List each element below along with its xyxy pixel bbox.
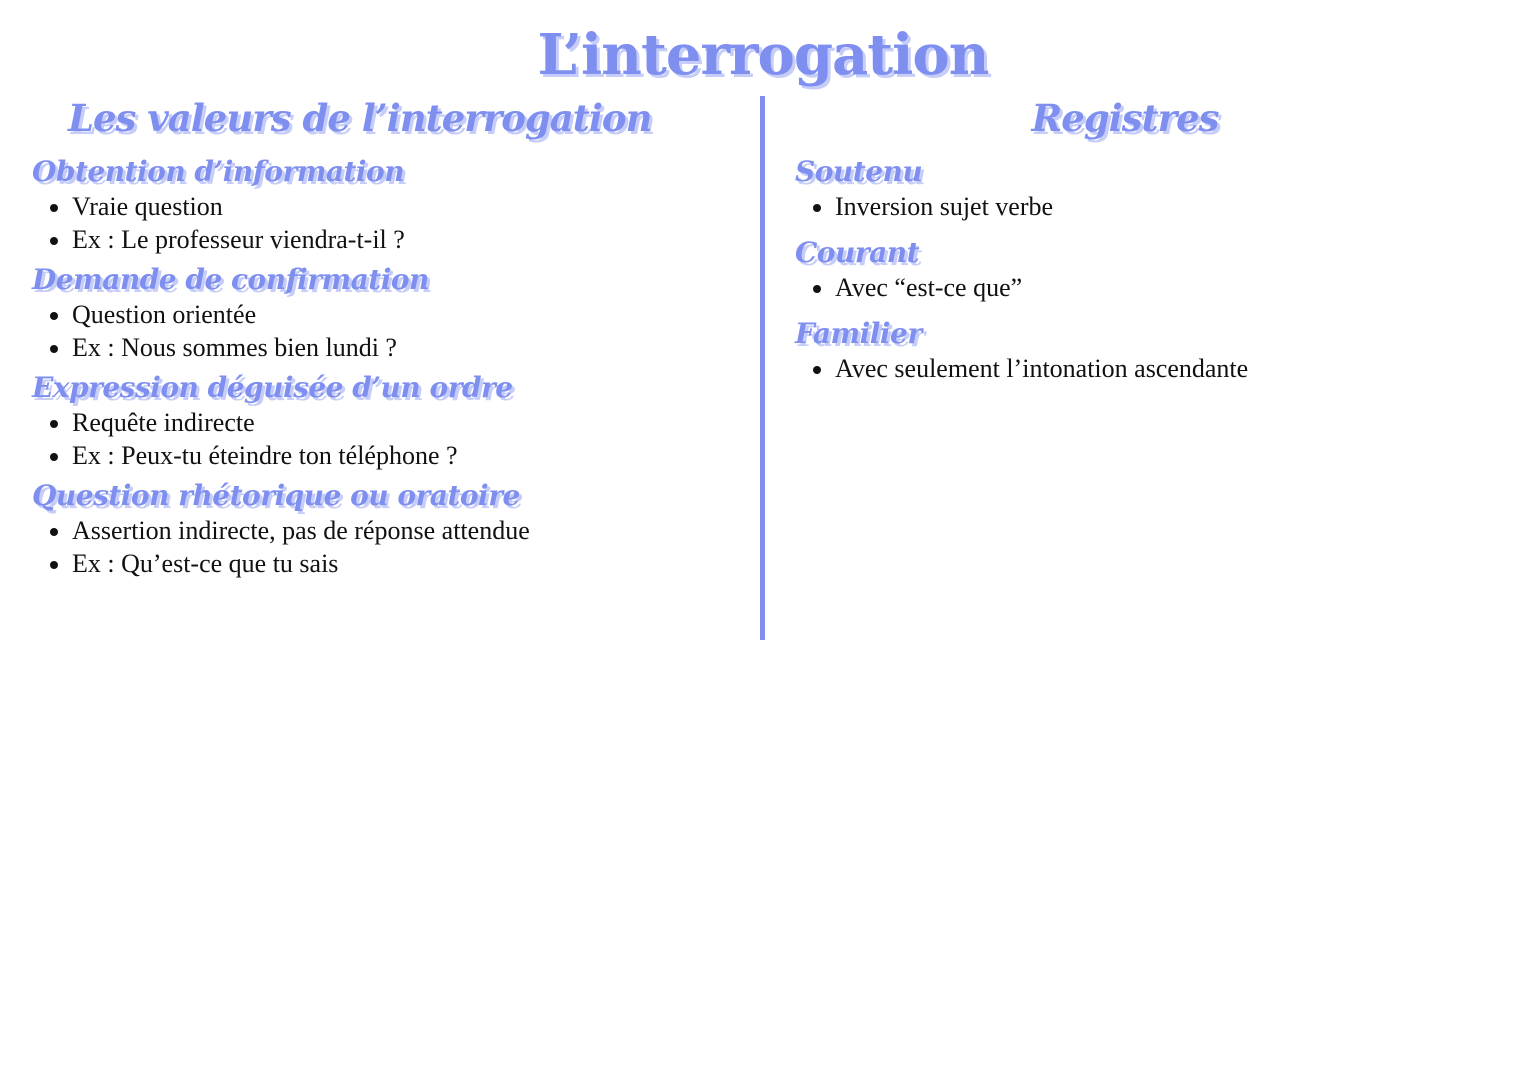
- section-title: Question rhétorique ou oratoire: [32, 479, 520, 512]
- section-list: [32, 190, 742, 256]
- section-title: Courant: [795, 236, 920, 269]
- list-item: • Vraie question: [72, 190, 742, 223]
- section-title: Soutenu: [795, 155, 923, 188]
- registers-column: [795, 96, 1495, 397]
- list-item: • Avec “est-ce que”: [835, 271, 1495, 304]
- page-title: L’interrogation: [537, 22, 989, 88]
- section-list: [795, 352, 1495, 385]
- list-item: • Ex : Nous sommes bien lundi ?: [72, 331, 742, 364]
- section-title: Expression déguisée d’un ordre: [32, 371, 513, 404]
- list-item: • Inversion sujet verbe: [835, 190, 1495, 223]
- section-title: Demande de confirmation: [32, 263, 429, 296]
- list-item: • Ex : Qu’est-ce que tu sais: [72, 547, 742, 580]
- section-list: [32, 298, 742, 364]
- list-item: • Ex : Le professeur viendra-t-il ?: [72, 223, 742, 256]
- list-item: • Requête indirecte: [72, 406, 742, 439]
- list-item: • Question orientée: [72, 298, 742, 331]
- section-title: Familier: [795, 317, 922, 350]
- list-item: • Ex : Peux-tu éteindre ton téléphone ?: [72, 439, 742, 472]
- section-list: [32, 406, 742, 472]
- section-list: [795, 271, 1495, 304]
- list-item: • Assertion indirecte, pas de réponse attendue: [72, 514, 742, 547]
- column-divider: [760, 96, 765, 640]
- registers-heading: Registres: [1031, 96, 1219, 140]
- values-heading: Les valeurs de l’interrogation: [68, 96, 652, 140]
- section-list: [795, 190, 1495, 223]
- values-column: [32, 96, 742, 586]
- list-item: • Avec seulement l’intonation ascendante: [835, 352, 1495, 385]
- section-list: [32, 514, 742, 580]
- section-title: Obtention d’information: [32, 155, 405, 188]
